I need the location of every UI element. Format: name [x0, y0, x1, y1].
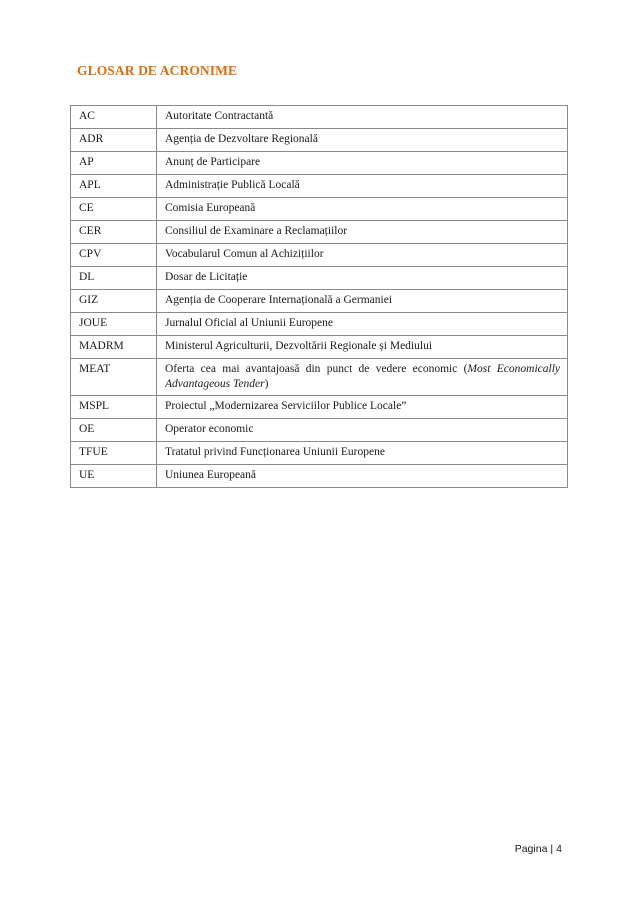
definition-cell: Jurnalul Oficial al Uniunii Europene	[157, 313, 568, 336]
acronym-cell: CPV	[71, 244, 157, 267]
definition-cell: Agenția de Dezvoltare Regională	[157, 129, 568, 152]
definition-cell: Vocabularul Comun al Achizițiilor	[157, 244, 568, 267]
page-number: 4	[556, 843, 562, 855]
definition-cell: Tratatul privind Funcționarea Uniunii Europene	[157, 442, 568, 465]
table-row	[71, 244, 568, 267]
acronym-table	[70, 105, 568, 488]
definition-cell: Agenția de Cooperare Internațională a Germaniei	[157, 290, 568, 313]
acronym-cell: MSPL	[71, 396, 157, 419]
acronym-cell: MEAT	[71, 359, 157, 396]
acronym-cell: DL	[71, 267, 157, 290]
table-row	[71, 198, 568, 221]
definition-cell: Administrație Publică Locală	[157, 175, 568, 198]
table-row	[71, 267, 568, 290]
definition-cell: Proiectul „Modernizarea Serviciilor Publice Locale”	[157, 396, 568, 419]
acronym-cell: AC	[71, 106, 157, 129]
definition-cell: Dosar de Licitație	[157, 267, 568, 290]
acronym-cell: CE	[71, 198, 157, 221]
definition-cell	[157, 359, 568, 396]
definition-italic-text: Most Economically Advantageous Tender	[165, 363, 560, 390]
table-row	[71, 106, 568, 129]
table-row	[71, 465, 568, 488]
table-row	[71, 336, 568, 359]
acronym-cell: APL	[71, 175, 157, 198]
acronym-cell: OE	[71, 419, 157, 442]
acronym-cell: AP	[71, 152, 157, 175]
table-row	[71, 442, 568, 465]
page-title: GLOSAR DE ACRONIME	[77, 63, 238, 78]
definition-cell: Operator economic	[157, 419, 568, 442]
table-row	[71, 359, 568, 396]
page-label: Pagina	[514, 843, 548, 855]
acronym-cell: TFUE	[71, 442, 157, 465]
acronym-cell: MADRM	[71, 336, 157, 359]
acronym-cell: UE	[71, 465, 157, 488]
table-row	[71, 290, 568, 313]
acronym-cell: ADR	[71, 129, 157, 152]
table-row	[71, 175, 568, 198]
definition-cell: Autoritate Contractantă	[157, 106, 568, 129]
definition-cell: Comisia Europeană	[157, 198, 568, 221]
page-separator: |	[550, 843, 554, 855]
page-footer	[515, 843, 562, 855]
acronym-cell: JOUE	[71, 313, 157, 336]
table-row	[71, 129, 568, 152]
table-row	[71, 221, 568, 244]
definition-cell: Uniunea Europeană	[157, 465, 568, 488]
acronym-cell: CER	[71, 221, 157, 244]
definition-cell: Consiliul de Examinare a Reclamațiilor	[157, 221, 568, 244]
table-row	[71, 419, 568, 442]
definition-text-suffix: )	[264, 378, 269, 390]
table-row	[71, 313, 568, 336]
acronym-cell: GIZ	[71, 290, 157, 313]
definition-text: Oferta cea mai avantajoasă din punct de vedere economic (	[165, 363, 468, 375]
definition-cell: Anunț de Participare	[157, 152, 568, 175]
table-row	[71, 396, 568, 419]
definition-cell: Ministerul Agriculturii, Dezvoltării Regionale și Mediului	[157, 336, 568, 359]
table-row	[71, 152, 568, 175]
